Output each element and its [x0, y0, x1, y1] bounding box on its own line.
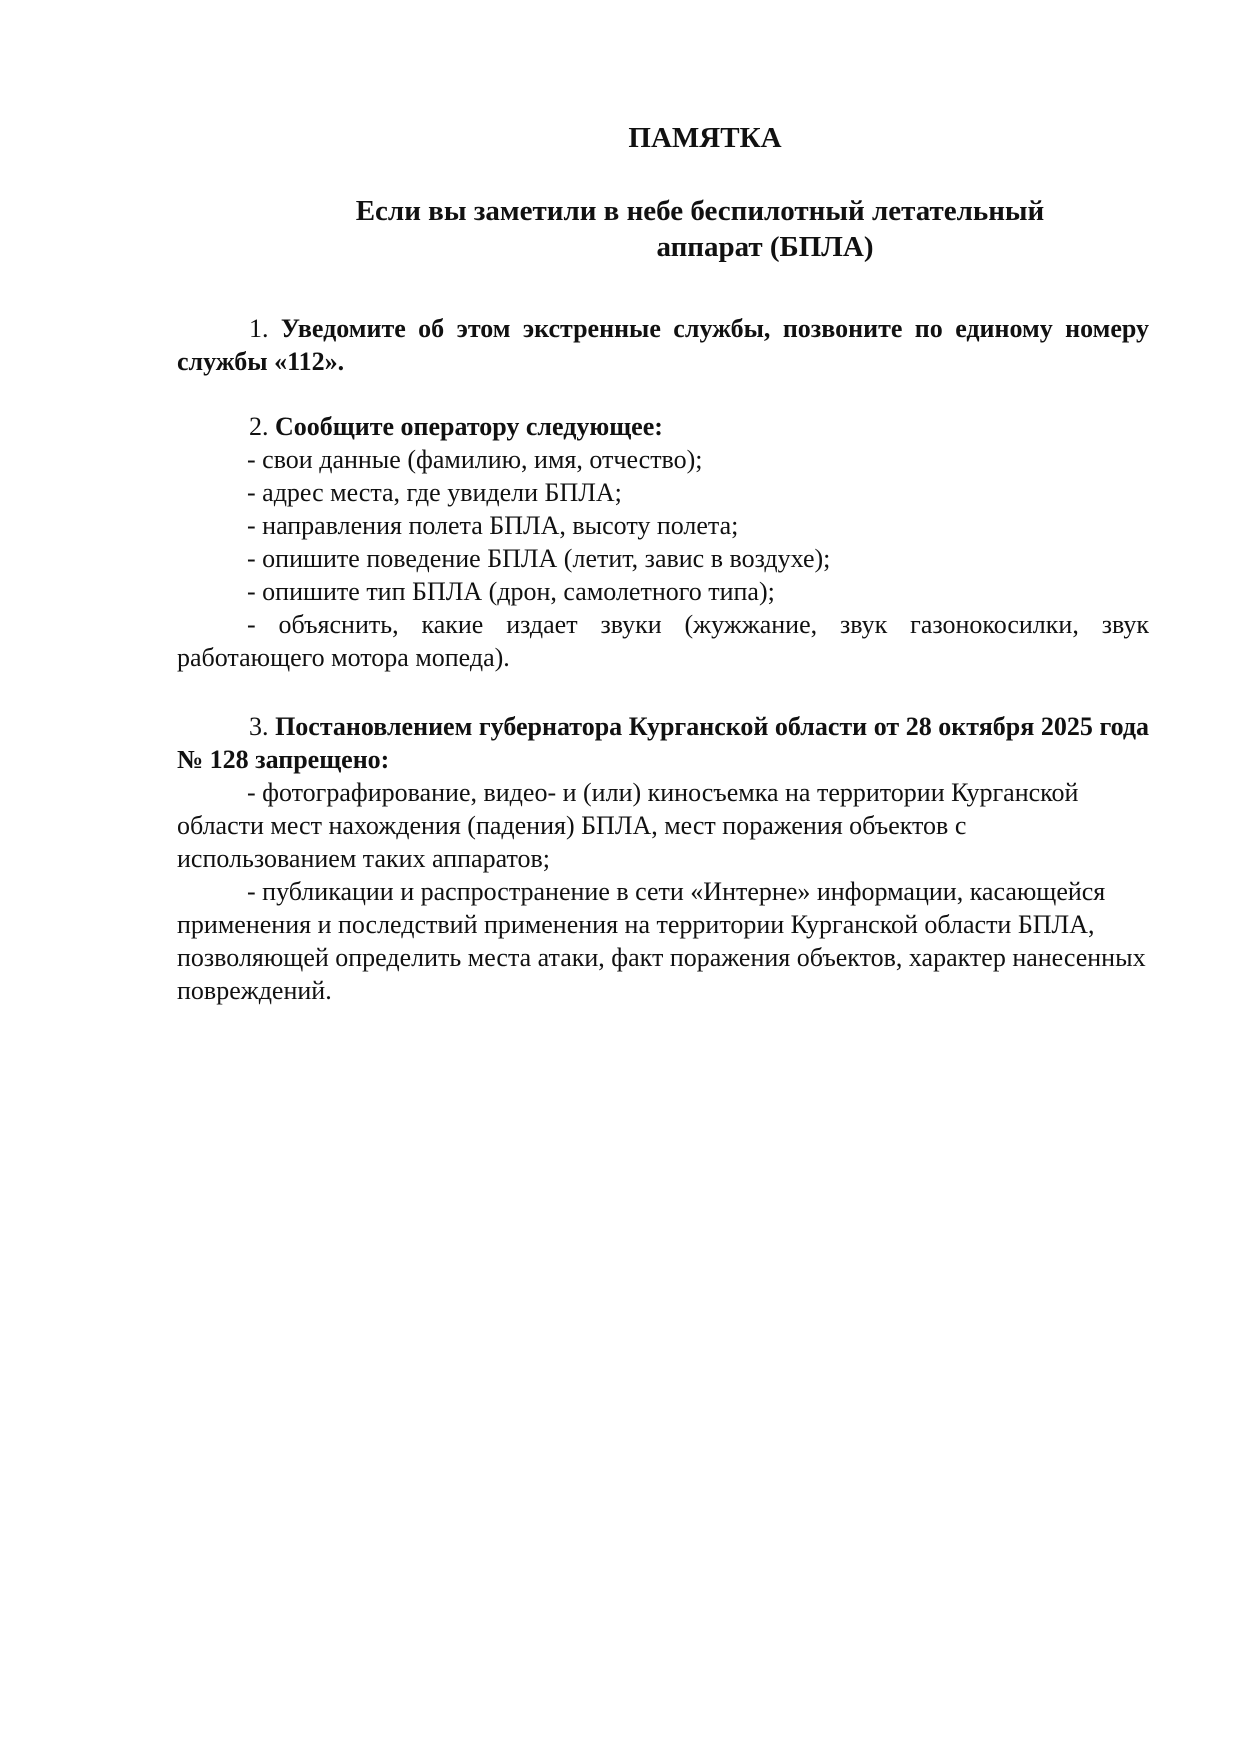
item-2-bullet: - опишите поведение БПЛА (летит, завис в воздухе); — [247, 544, 831, 573]
item-3 — [177, 710, 1149, 1007]
item-2-bullet: - свои данные (фамилию, имя, отчество); — [247, 445, 703, 474]
item-3-bullet: - фотографирование, видео- и (или) киносъемка на территории Курганской области мест нахождения (падения) БПЛА, мест поражения объектов с использованием таких аппаратов; — [177, 778, 1079, 873]
item-3-heading: Постановлением губернатора Курганской области от 28 октября 2025 года № 128 запрещено: — [177, 712, 1150, 774]
item-3-number: 3. — [249, 712, 269, 741]
item-3-bullet: - публикации и распространение в сети «Интерне» информации, касающейся применения и последствий применения на территории Курганской области БПЛА, позволяющей определить места атаки, факт поражения объектов, характер нанесенных повреждений. — [177, 877, 1146, 1005]
item-1-number: 1. — [249, 314, 269, 343]
item-1 — [177, 312, 1149, 378]
item-2 — [177, 410, 1149, 674]
item-2-bullet: - объяснить, какие издает звуки (жужжание, звук газонокосилки, звук работающего мотора мопеда). — [177, 610, 1149, 672]
subtitle-line-1: Если вы заметили в небе беспилотный летательный — [355, 195, 1045, 227]
document-subtitle — [250, 193, 1150, 265]
item-2-bullet: - адрес места, где увидели БПЛА; — [247, 478, 622, 507]
item-2-number: 2. — [249, 412, 269, 441]
subtitle-line-2: аппарат (БПЛА) — [656, 231, 874, 263]
item-2-bullet: - направления полета БПЛА, высоту полета; — [247, 511, 739, 540]
item-2-heading: Сообщите оператору следующее: — [275, 412, 663, 441]
item-2-bullet: - опишите тип БПЛА (дрон, самолетного типа); — [247, 577, 775, 606]
document-title: ПАМЯТКА — [628, 122, 782, 154]
item-1-text: Уведомите об этом экстренные службы, позвоните по единому номеру службы «112». — [177, 314, 1149, 376]
